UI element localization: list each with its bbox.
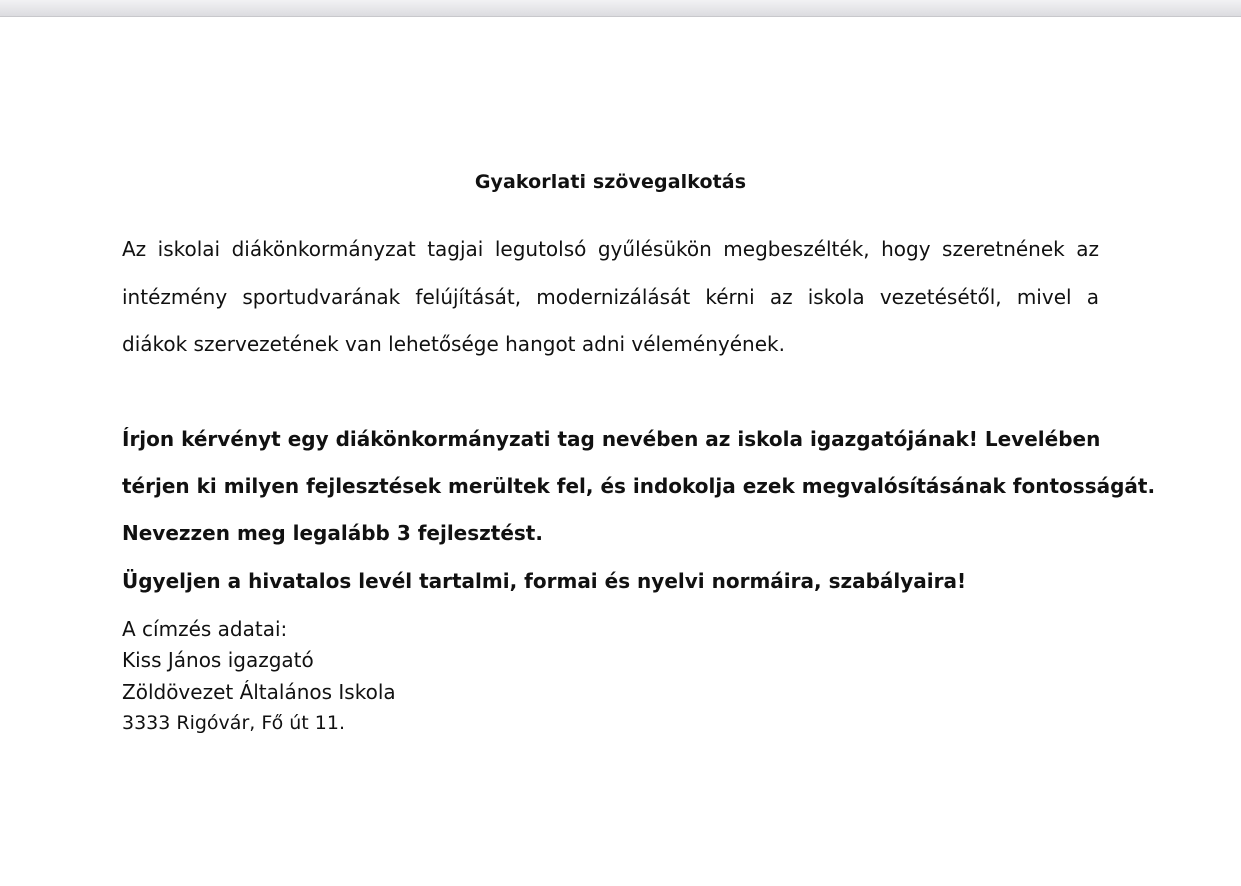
task-line-2: térjen ki milyen fejlesztések merültek fel, és indokolja ezek megvalósításának fontosságát.: [122, 474, 1156, 498]
recipient-address: 3333 Rigóvár, Fő út 11.: [122, 712, 345, 734]
document-page: [0, 17, 1241, 886]
viewer-top-bar: [0, 0, 1241, 17]
intro-line-1: Az iskolai diákönkormányzat tagjai legutolsó gyűlésükön megbeszélték, hogy szeretnének az: [122, 237, 1099, 261]
recipient-school: Zöldövezet Általános Iskola: [122, 680, 396, 704]
recipient-name: Kiss János igazgató: [122, 648, 314, 672]
task-line-1: Írjon kérvényt egy diákönkormányzati tag nevében az iskola igazgatójának! Levelében: [122, 427, 1101, 451]
recipient-heading: A címzés adatai:: [122, 617, 288, 641]
task-line-4: Ügyeljen a hivatalos levél tartalmi, formai és nyelvi normáira, szabályaira!: [122, 569, 967, 593]
task-line-3: Nevezzen meg legalább 3 fejlesztést.: [122, 521, 543, 545]
document-title: Gyakorlati szövegalkotás: [474, 171, 747, 193]
intro-line-2: intézmény sportudvarának felújítását, modernizálását kérni az iskola vezetésétől, mivel a: [122, 285, 1099, 309]
intro-line-3: diákok szervezetének van lehetősége hangot adni véleményének.: [122, 332, 785, 356]
